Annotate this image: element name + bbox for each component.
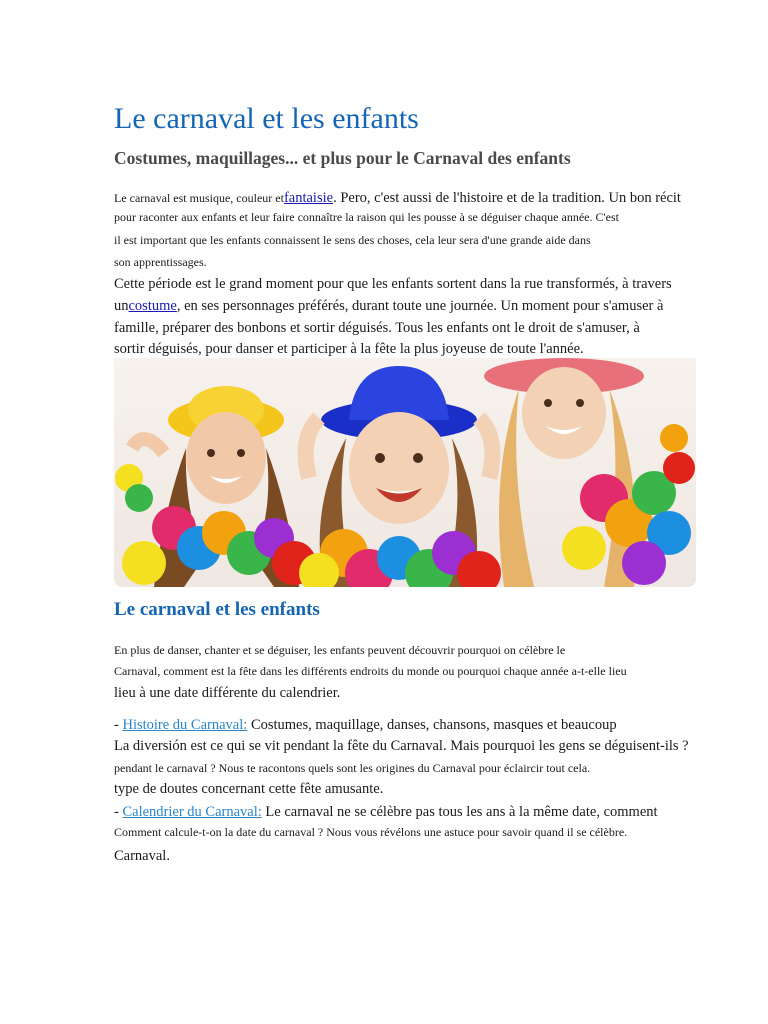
intro-line-6 (114, 298, 663, 315)
list-dash: - (114, 804, 123, 820)
intro-line-4: son apprentissages. (114, 255, 207, 269)
list-item-calendrier (114, 804, 658, 821)
histoire-line-4: type de doutes concernant cette fête amusante. (114, 781, 384, 797)
intro-line-3: il est important que les enfants connaissent le sens des choses, cela leur sera d'une grande aide dans (114, 233, 591, 247)
page-title: Le carnaval et les enfants (114, 102, 419, 135)
page-subtitle: Costumes, maquillages... et plus pour le Carnaval des enfants (114, 148, 571, 168)
costume-link[interactable]: costume (128, 298, 177, 314)
intro-text: . Pero, c'est aussi de l'histoire et de la tradition. Un bon récit (333, 190, 681, 206)
intro-text: , en ses personnages préférés, durant toute une journée. Un moment pour s'amuser à (176, 298, 664, 314)
section-line-3: lieu à une date différente du calendrier. (114, 685, 341, 701)
histoire-line-3: pendant le carnaval ? Nous te racontons quels sont les origines du Carnaval pour éclaircir tout cela. (114, 761, 591, 775)
list-dash: - (114, 717, 123, 733)
section-heading: Le carnaval et les enfants (114, 599, 320, 620)
histoire-line-2: La diversión est ce qui se vit pendant la fête du Carnaval. Mais pourquoi les gens se déguisent-ils ? (114, 738, 689, 754)
fantaisie-link[interactable]: fantaisie (283, 190, 334, 206)
section-line-1: En plus de danser, chanter et se déguiser, les enfants peuvent découvrir pourquoi on célèbre le (114, 643, 566, 657)
intro-line-2: pour raconter aux enfants et leur faire connaître la raison qui les pousse à se déguiser chaque année. C'est (114, 210, 619, 224)
histoire-carnaval-link[interactable]: Histoire du Carnaval: (122, 717, 248, 733)
intro-line-7: famille, préparer des bonbons et sortir déguisés. Tous les enfants ont le droit de s'amuser, à (114, 320, 640, 336)
intro-text: Le carnaval est musique, couleur et (114, 191, 284, 205)
section-line-2: Carnaval, comment est la fête dans les différents endroits du monde ou pourquoi chaque année a-t-elle lieu (114, 664, 627, 678)
carnival-children-photo (114, 358, 696, 587)
child-left (115, 386, 316, 587)
intro-line-8: sortir déguisés, pour danser et participer à la fête la plus joyeuse de toute l'année. (114, 341, 584, 357)
calendrier-line-3: Carnaval. (114, 848, 170, 864)
intro-line-1 (114, 189, 681, 207)
child-right (484, 358, 695, 587)
calendrier-line-2: Comment calcule-t-on la date du carnaval ? Nous vous révélons une astuce pour savoir quand il se célèbre. (114, 825, 628, 839)
calendrier-carnaval-link[interactable]: Calendrier du Carnaval: (122, 804, 262, 820)
list-text: Le carnaval ne se célèbre pas tous les ans à la même date, comment (261, 804, 658, 820)
child-center (299, 366, 501, 587)
intro-text: un (114, 298, 129, 314)
list-text: Costumes, maquillage, danses, chansons, masques et beaucoup (247, 717, 617, 733)
list-item-histoire (114, 717, 617, 734)
intro-line-5: Cette période est le grand moment pour que les enfants sortent dans la rue transformés, à travers (114, 276, 672, 292)
